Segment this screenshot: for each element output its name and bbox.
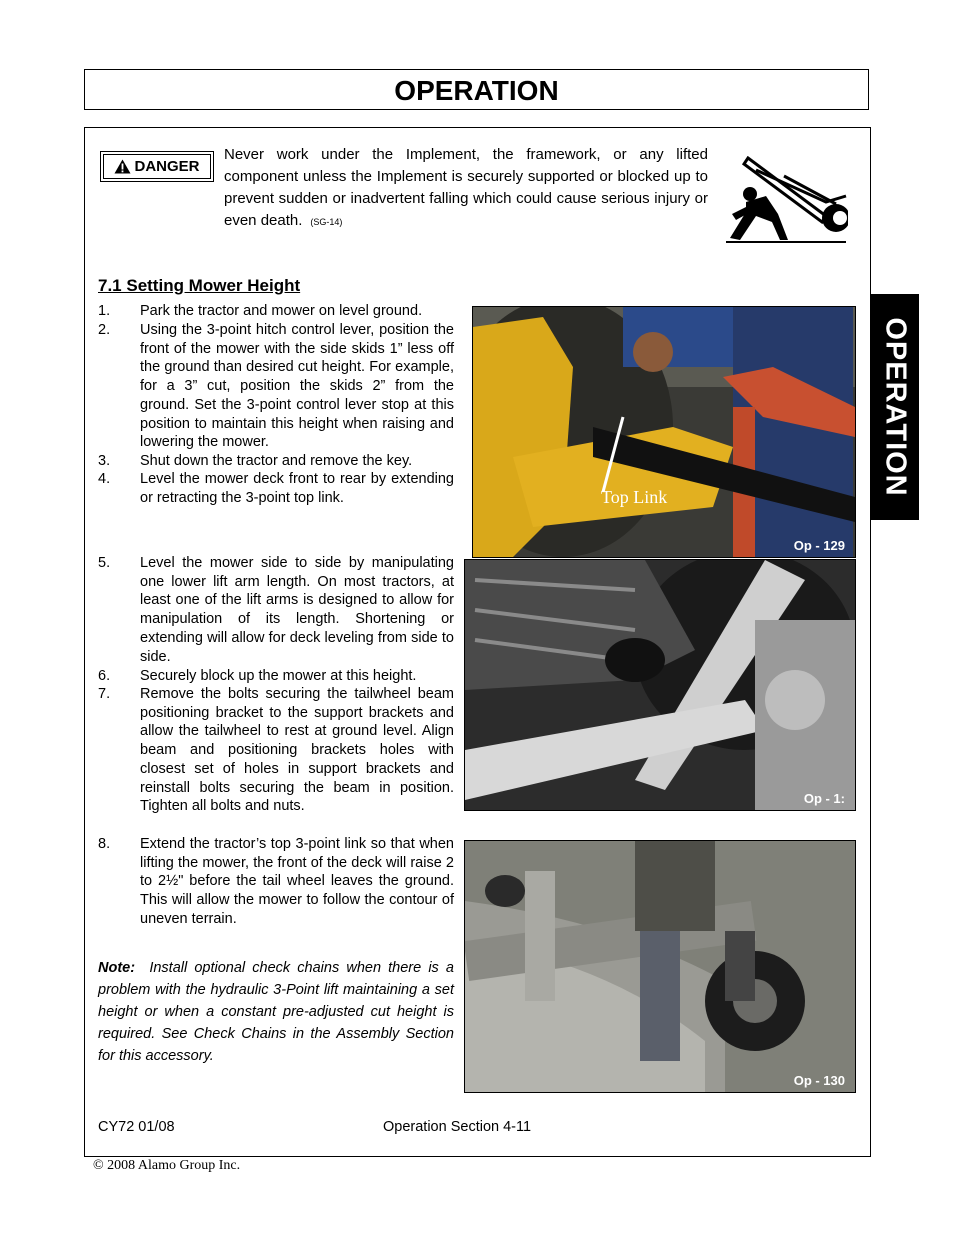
- step-number: 1.: [98, 303, 111, 319]
- step-text: Securely block up the mower at this height.: [140, 668, 417, 684]
- step-number: 2.: [98, 322, 111, 338]
- step-8: [98, 835, 454, 929]
- step-text: Park the tractor and mower on level ground.: [140, 303, 423, 319]
- photo-label: Op - 1:: [803, 791, 845, 806]
- step-text: Level the mower side to side by manipulating one lower lift arm length. On most tractors, at least one of the lift arms is designed to allow for manipulation of its length. Shortening or extending will allow for deck leveling from side to side.: [140, 555, 454, 665]
- footer-page-number: Operation Section 4-11: [383, 1119, 532, 1135]
- danger-label: DANGER: [134, 158, 200, 175]
- note-paragraph: [98, 957, 454, 1067]
- photo-tailwheel: [464, 840, 856, 1093]
- step-1: [98, 302, 454, 321]
- step-number: 7.: [98, 686, 111, 702]
- side-tab-label: OPERATION: [879, 317, 911, 497]
- step-number: 5.: [98, 555, 111, 571]
- step-text: Using the 3-point hitch control lever, position the front of the mower with the side skids 1” less off the ground than desired cut height. For example, for a 3” cut, position the skids 2” from the ground. Set the 3-point control lever stop at this position to maintain this height when raising and lowering the mower.: [140, 322, 454, 451]
- danger-code: (SG-14): [310, 217, 343, 227]
- step-3: [98, 452, 454, 471]
- step-number: 3.: [98, 453, 111, 469]
- side-section-tab: [870, 294, 919, 520]
- step-number: 4.: [98, 471, 111, 487]
- section-title: 7.1 Setting Mower Height: [98, 276, 301, 295]
- page-header-title: OPERATION: [84, 69, 869, 110]
- danger-text: Never work under the Implement, the framework, or any lifted component unless the Implement is securely supported or blocked up to prevent sudden or inadvertent falling which could cause serious injury or even death.: [224, 146, 708, 229]
- photo-lift-arm: [464, 559, 856, 811]
- photo-label: Op - 130: [793, 1073, 845, 1088]
- note-label: Note:: [98, 960, 136, 976]
- step-6: [98, 667, 454, 686]
- crush-hazard-icon: [726, 156, 848, 244]
- step-7: [98, 685, 454, 816]
- photo-top-link: [472, 306, 856, 558]
- top-link-callout: Top Link: [601, 487, 668, 507]
- photo-label: Op - 129: [793, 538, 845, 553]
- step-text: Extend the tractor’s top 3-point link so that when lifting the mower, the front of the deck will raise 2 to 2½" before the tail wheel leaves the ground. This will allow the mower to follow the contour of uneven terrain.: [140, 836, 454, 927]
- step-text: Level the mower deck front to rear by extending or retracting the 3-point top link.: [140, 471, 454, 506]
- step-2: [98, 321, 454, 452]
- footer-doc-code: CY72 01/08: [98, 1119, 175, 1135]
- step-number: 6.: [98, 668, 111, 684]
- step-number: 8.: [98, 836, 111, 852]
- copyright: © 2008 Alamo Group Inc.: [93, 1158, 241, 1173]
- warning-triangle-icon: [114, 159, 131, 174]
- step-text: Shut down the tractor and remove the key.: [140, 453, 413, 469]
- danger-badge: [100, 151, 214, 182]
- step-5: [98, 554, 454, 666]
- danger-message: [224, 144, 708, 233]
- step-text: Remove the bolts securing the tailwheel beam positioning bracket to the support brackets and allow the tailwheel to rest at ground level. Align beam and positioning brackets holes with closest set of holes in support brackets and reinstall bolts securing the beam in position. Tighten all bolts and nuts.: [140, 686, 454, 815]
- note-text: Install optional check chains when there is a problem with the hydraulic 3-Point lift maintaining a set height or when a constant pre-adjusted cut height is required. See Check Chains in the Assembly Section for this accessory.: [98, 960, 454, 1064]
- step-4: [98, 470, 454, 507]
